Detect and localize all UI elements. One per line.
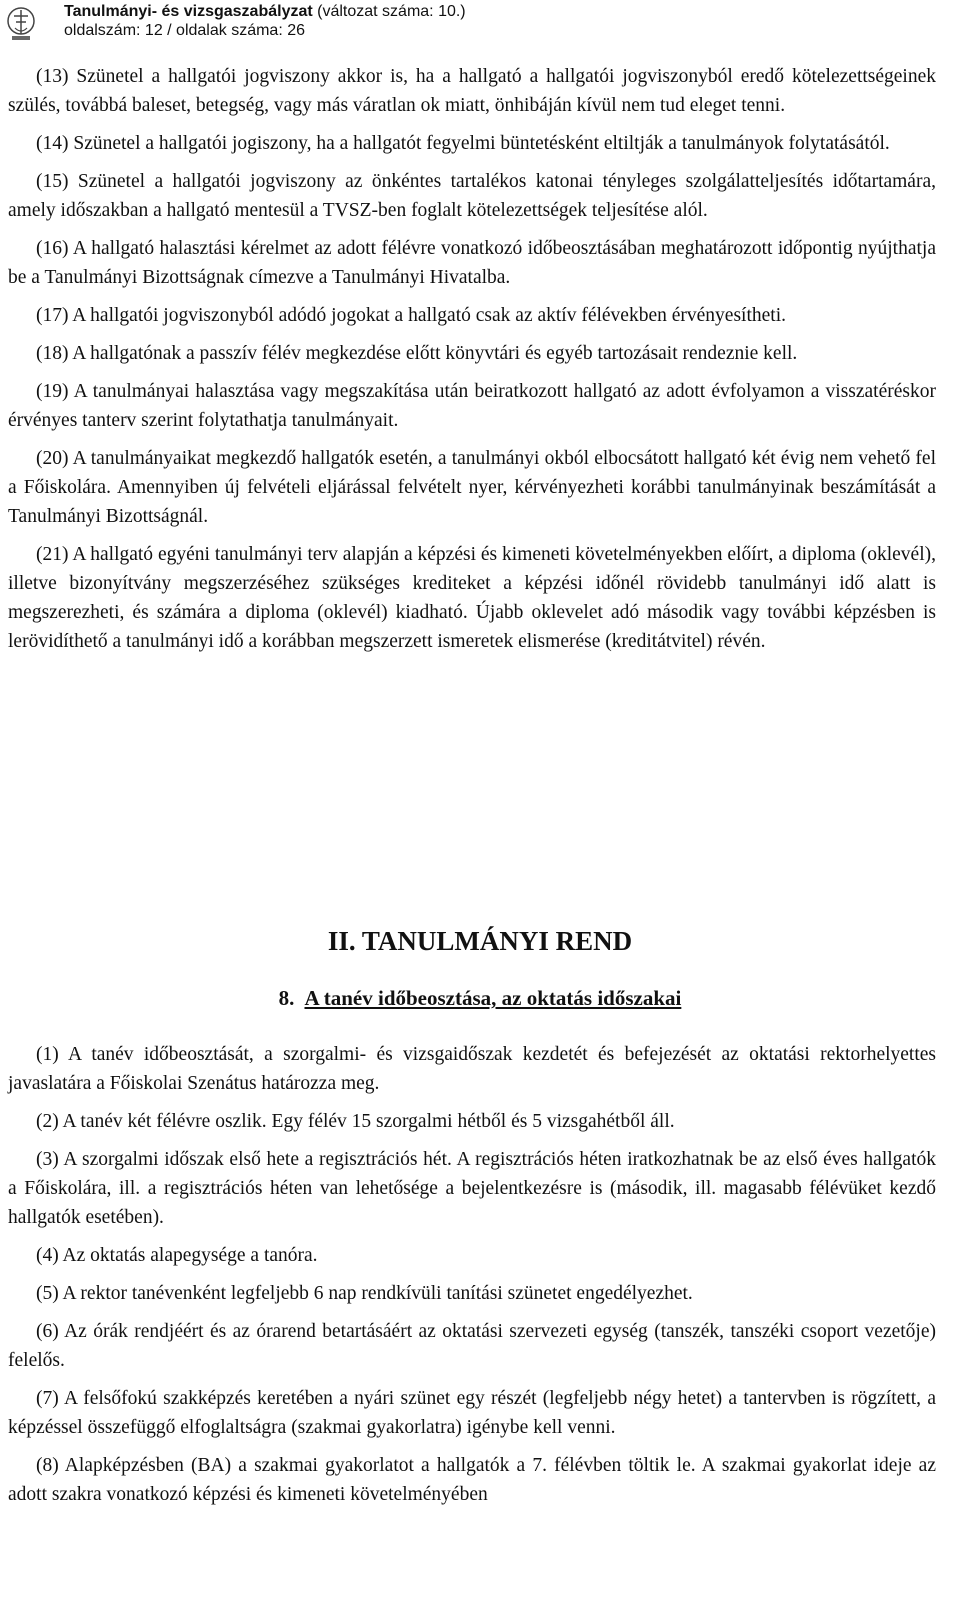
paragraph-17: (17) A hallgatói jogviszonyból adódó jogokat a hallgató csak az aktív félévekben érvényesítheti. [36, 305, 786, 326]
paragraph-19: (19) A tanulmányai halasztása vagy megszakítása után beiratkozott hallgató az adott évfolyamon a visszatéréskor érvényes tanterv szerint folytathatja tanulmányait. [8, 381, 936, 431]
subsection-heading [0, 986, 960, 1011]
document-version: (változat száma: 10.) [312, 3, 466, 20]
body-text-top [8, 62, 936, 665]
body-text-bottom [8, 1040, 936, 1518]
paragraph-1: (1) A tanév időbeosztását, a szorgalmi- és vizsgaidőszak kezdetét és befejezését az oktatási rektorhelyettes javaslatára a Főiskolai Szenátus határozza meg. [8, 1044, 936, 1094]
paragraph-14: (14) Szünetel a hallgatói jogiszony, ha a hallgatót fegyelmi büntetésként eltiltják a tanulmányok folytatásától. [36, 133, 890, 154]
paragraph-6: (6) Az órák rendjéért és az órarend betartásáért az oktatási szervezeti egység (tanszék, tanszéki csoport vezetője) felelős. [8, 1321, 936, 1371]
paragraph-16: (16) A hallgató halasztási kérelmet az adott félévre vonatkozó időbeosztásában meghatározott időpontig nyújthatja be a Tanulmányi Bizottságnak címezve a Tanulmányi Hivatalba. [8, 238, 936, 288]
paragraph-18: (18) A hallgatónak a passzív félév megkezdése előtt könyvtári és egyéb tartozásait rendeznie kell. [36, 343, 798, 364]
paragraph-7: (7) A felsőfokú szakképzés keretében a nyári szünet egy részét (legfeljebb négy hetet) a tantervben is rögzített, a képzéssel összefüggő elfoglaltságra (szakmai gyakorlatra) igénybe kell venni. [8, 1388, 936, 1438]
paragraph-2: (2) A tanév két félévre oszlik. Egy félév 15 szorgalmi hétből és 5 vizsgahétből áll. [36, 1111, 675, 1132]
paragraph-13: (13) Szünetel a hallgatói jogviszony akkor is, ha a hallgató a hallgatói jogviszonyból eredő kötelezettségeinek szülés, továbbá baleset, betegség, vagy más váratlan ok miatt, önhibáján kívül nem tud eleget tenni. [8, 66, 936, 116]
paragraph-15: (15) Szünetel a hallgatói jogviszony az önkéntes tartalékos katonai tényleges szolgálatteljesítés időtartamára, amely időszakban a hallgató mentesül a TVSZ-ben foglalt kötelezettségek teljesítése alól. [8, 171, 936, 221]
paragraph-5: (5) A rektor tanévenként legfeljebb 6 nap rendkívüli tanítási szünetet engedélyezhet. [36, 1283, 693, 1304]
subsection-number: 8. [278, 986, 295, 1010]
paragraph-20: (20) A tanulmányaikat megkezdő hallgatók esetén, a tanulmányi okból elbocsátott hallgató két évig nem vehető fel a Főiskolára. Amennyiben új felvételi eljárással felvételt nyer, kérvényezheti korábbi tanulmányinak beszámítását a Tanulmányi Bizottságnál. [8, 448, 936, 527]
document-title [64, 3, 466, 21]
page-info: oldalszám: 12 / oldalak száma: 26 [64, 22, 306, 39]
subsection-title: A tanév időbeosztása, az oktatás időszakai [304, 986, 682, 1010]
paragraph-4: (4) Az oktatás alapegysége a tanóra. [36, 1245, 318, 1266]
institution-logo-icon [6, 4, 36, 42]
page-header [0, 0, 960, 46]
paragraph-8: (8) Alapképzésben (BA) a szakmai gyakorlatot a hallgatók a 7. félévben töltik le. A szakmai gyakorlat ideje az adott szakra vonatkozó képzési és kimeneti követelményében [8, 1455, 936, 1505]
paragraph-3: (3) A szorgalmi időszak első hete a regisztrációs hét. A regisztrációs héten iratkozhatnak be az első éves hallgatók a Főiskolára, ill. a regisztrációs héten van lehetősége a bejelentkezésre is (második, ill. magasabb félévüket kezdő hallgatók esetében). [8, 1149, 936, 1228]
paragraph-21: (21) A hallgató egyéni tanulmányi terv alapján a képzési és kimeneti követelményekben előírt, a diploma (oklevél), illetve bizonyítvány megszerzéséhez szükséges krediteket a képzési időnél rövidebb tanulmányi idő alatt is megszerezheti, és számára a diploma (oklevél) kiadható. Újabb oklevelet adó második vagy további képzésben is lerövidíthető a tanulmányi idő a korábban megszerzett ismeretek elismerése (kreditátvitel) révén. [8, 544, 936, 652]
section-heading: II. TANULMÁNYI REND [327, 926, 633, 956]
document-title-main: Tanulmányi- és vizsgaszabályzat [64, 3, 313, 20]
